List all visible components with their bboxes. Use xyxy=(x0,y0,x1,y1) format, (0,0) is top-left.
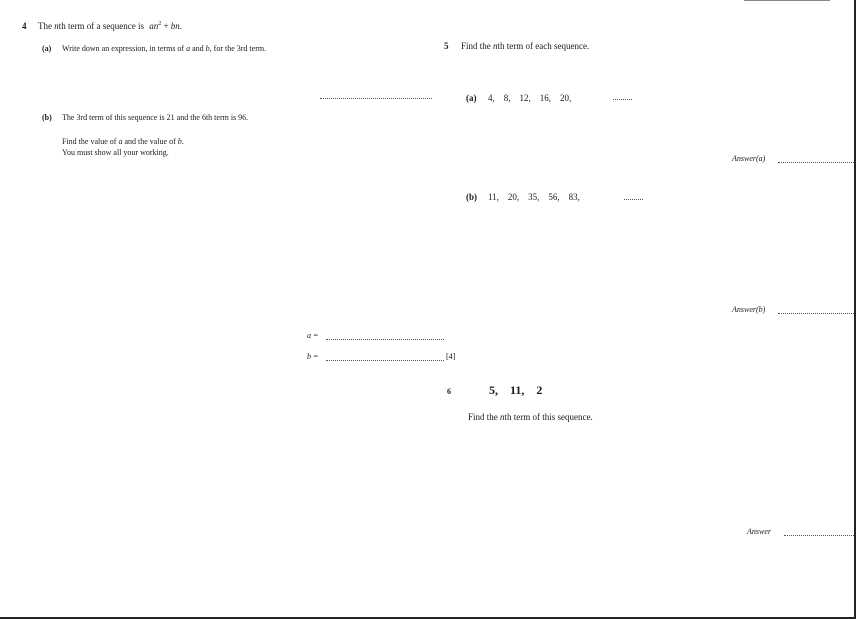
q4a-label: (a) xyxy=(42,44,52,53)
q5b-answer-label: Answer(b) xyxy=(732,305,766,314)
q5a-term: 20, xyxy=(560,93,572,103)
q5a-sequence xyxy=(488,93,580,103)
q5a-answer-line[interactable] xyxy=(778,155,854,163)
page-top-border xyxy=(744,0,830,1)
q4a-answer-line[interactable] xyxy=(320,90,432,99)
q5-number: 5 xyxy=(444,41,449,51)
q4-expression xyxy=(149,21,182,31)
q5b-term: 35, xyxy=(528,192,540,202)
q4a-text-prefix: Write down an expression, in terms of xyxy=(62,44,187,53)
q5a-label: (a) xyxy=(466,93,477,103)
q4-expr-plus: + xyxy=(161,21,171,31)
q5-stem-n: n xyxy=(493,41,498,51)
q4b-label: (b) xyxy=(42,113,52,122)
q6-term: 11, xyxy=(510,383,525,397)
q4a-var-b: b xyxy=(205,44,210,53)
q5b-term: 56, xyxy=(548,192,560,202)
q4b-line1-mid: and the value of xyxy=(122,137,178,146)
q4-stem-prefix: The xyxy=(38,21,55,31)
q4-number: 4 xyxy=(22,21,27,31)
q6-answer-label: Answer xyxy=(747,527,771,536)
q4b-a-label: a = xyxy=(307,331,319,340)
q4b-line1-b: b xyxy=(177,137,182,146)
q6-answer-line[interactable] xyxy=(784,528,854,536)
q5-stem-suffix: th term of each sequence. xyxy=(497,41,590,51)
q6-text-n: n xyxy=(500,412,505,422)
q4b-instruction-1 xyxy=(62,137,184,146)
q4b-a-answer-line[interactable] xyxy=(326,331,444,340)
q4a-text-suffix: , for the 3rd term. xyxy=(209,44,267,53)
q5b-term: 83, xyxy=(568,192,580,202)
q5b-term: 11, xyxy=(488,192,499,202)
q5-stem xyxy=(461,41,589,51)
q5b-answer-line[interactable] xyxy=(778,306,854,314)
q4-expr-an: an xyxy=(149,21,159,31)
q4a-text-and: and xyxy=(190,44,206,53)
q6-instruction xyxy=(468,412,593,422)
q5-stem-prefix: Find the xyxy=(461,41,494,51)
q4-expr-sup: 2 xyxy=(158,21,162,27)
q4a-text xyxy=(62,44,266,53)
q4a-var-a: a xyxy=(186,44,191,53)
q4b-b-label: b = xyxy=(307,352,319,361)
q4-expr-bn: bn xyxy=(170,21,180,31)
q4-expr-end: . xyxy=(179,21,183,31)
q6-term: 2 xyxy=(536,383,543,397)
q5a-continuation-dots xyxy=(613,92,632,100)
q4b-b-answer-line[interactable] xyxy=(326,352,444,361)
q4b-line1-end: . xyxy=(181,137,184,146)
q4b-line1-prefix: Find the value of xyxy=(62,137,119,146)
q6-text-prefix: Find the xyxy=(468,412,501,422)
q4-stem xyxy=(38,21,182,31)
q4b-instruction-2: You must show all your working. xyxy=(62,148,169,157)
q4-stem-mid: th term of a sequence is xyxy=(58,21,147,31)
q6-text-suffix: th term of this sequence. xyxy=(504,412,593,422)
q5a-answer-label: Answer(a) xyxy=(732,154,766,163)
q5a-term: 16, xyxy=(539,93,551,103)
q4b-line1-a: a xyxy=(118,137,123,146)
q6-term: 5, xyxy=(489,383,498,397)
q5a-term: 4, xyxy=(488,93,495,103)
q5b-sequence xyxy=(488,192,589,202)
q4-stem-n: n xyxy=(54,21,59,31)
q5b-label: (b) xyxy=(466,192,477,202)
q5b-term: 20, xyxy=(507,192,520,202)
q4b-text: The 3rd term of this sequence is 21 and the 6th term is 96. xyxy=(62,113,249,122)
q6-sequence xyxy=(489,383,554,398)
q4b-marks: [4] xyxy=(446,352,456,361)
q5a-term: 12, xyxy=(519,93,531,103)
q5a-term: 8, xyxy=(503,93,511,103)
q6-number: 6 xyxy=(447,387,451,396)
q5b-continuation-dots xyxy=(624,192,643,200)
